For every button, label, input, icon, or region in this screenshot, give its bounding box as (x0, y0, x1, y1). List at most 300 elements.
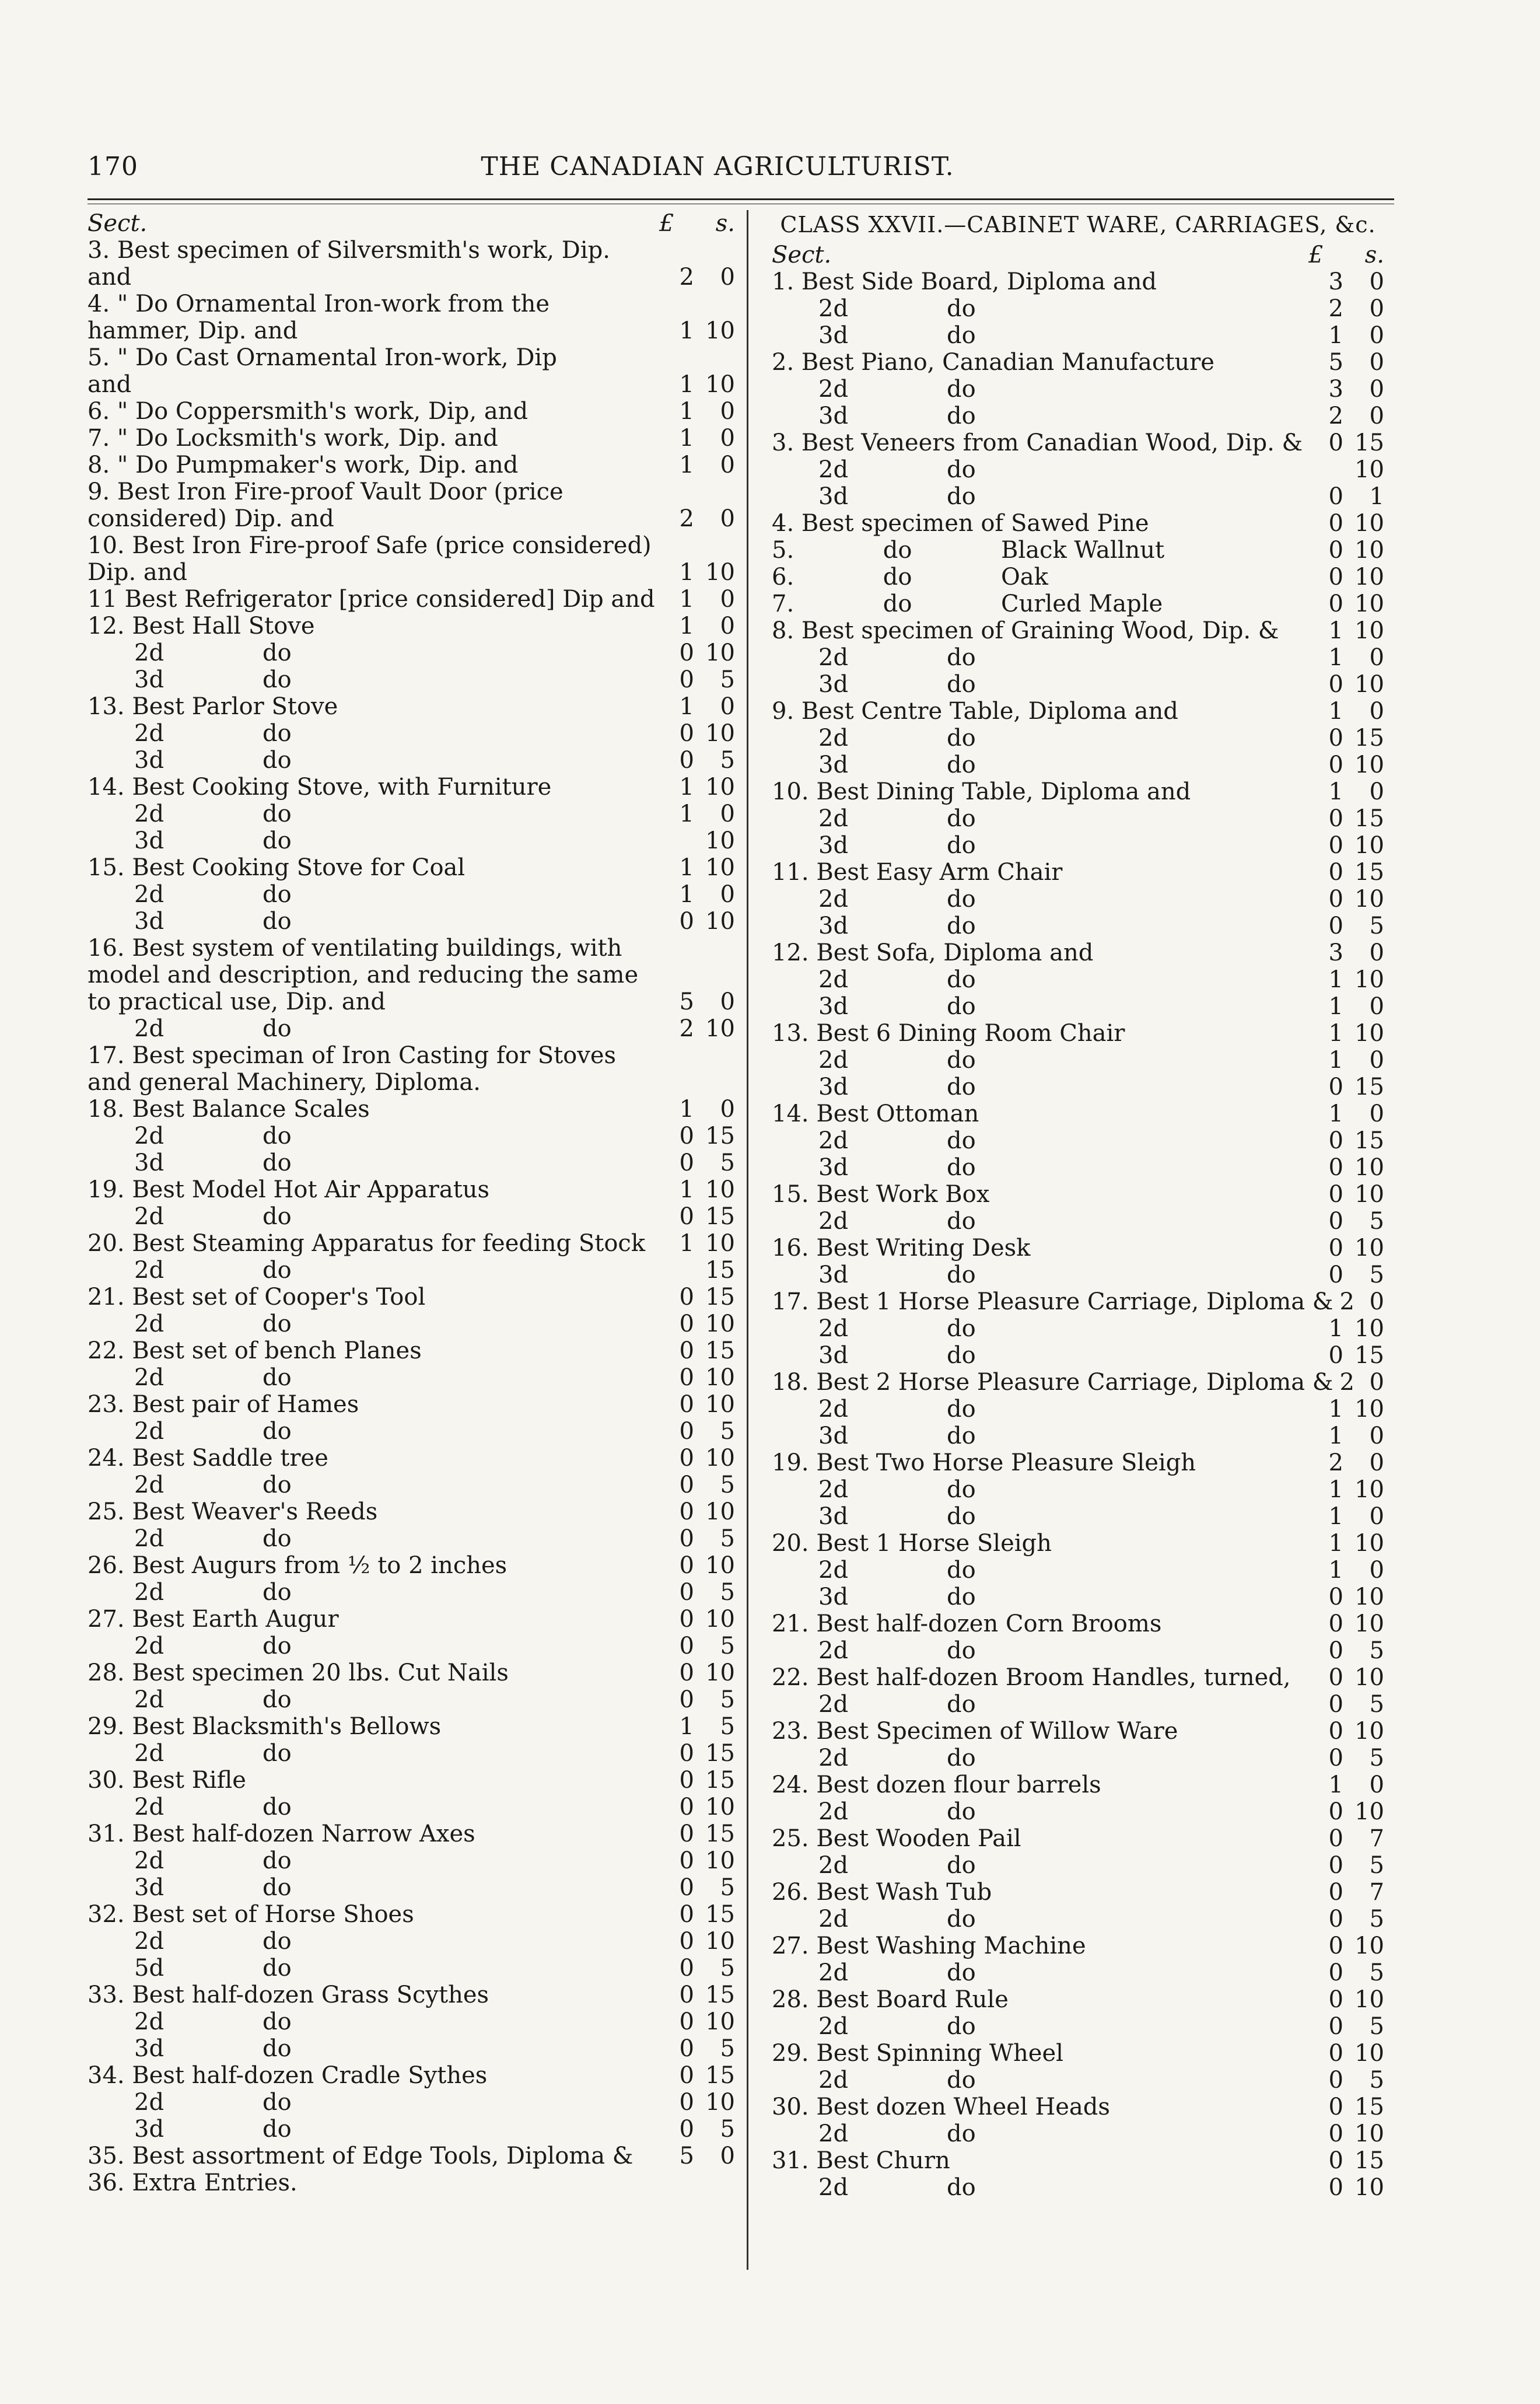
left-column-head (88, 210, 735, 237)
prize-row (88, 1391, 735, 1418)
prize-subrow (772, 1423, 1384, 1449)
amount-pounds: 0 (1328, 2147, 1343, 2174)
prize-place (88, 747, 665, 774)
amount-shillings: 0 (1369, 1449, 1384, 1476)
amount-shillings: 10 (1354, 590, 1384, 617)
ditto-label: do (947, 1503, 976, 1530)
amount-pounds: 0 (679, 1606, 694, 1633)
place-label: 2d (134, 1418, 164, 1445)
prize-description: 8. " Do Pumpmaker's work, Dip. and (88, 452, 519, 478)
amount-shillings: 5 (1369, 1959, 1384, 1986)
prize-subrow (772, 1315, 1384, 1342)
ditto-label: do (947, 1047, 976, 1074)
prize-place (772, 913, 1314, 939)
prize-subrow (772, 2120, 1384, 2147)
prize-subrow (772, 483, 1384, 510)
prize-row (88, 1606, 735, 1633)
amount-pounds: 1 (679, 1230, 694, 1257)
shillings-head: s. (1364, 242, 1384, 268)
amount-shillings: 10 (1354, 456, 1384, 483)
amount-pounds: 1 (679, 854, 694, 881)
prize-row (88, 693, 735, 720)
prize-place (88, 1928, 665, 1955)
ditto-label: do (262, 1740, 292, 1767)
amount-pounds: 0 (1328, 859, 1343, 886)
amount-pounds: 0 (1328, 1879, 1343, 1906)
amount-shillings: 5 (720, 666, 735, 693)
amount-pounds: 2 (679, 505, 694, 532)
prize-subrow (772, 1127, 1384, 1154)
amount-head (1308, 242, 1384, 268)
amount-pounds: 0 (1328, 1906, 1343, 1933)
amount-shillings: 0 (720, 586, 735, 613)
place-label: 2d (134, 1740, 164, 1767)
amount-shillings: 10 (1354, 1315, 1384, 1342)
prize-row (772, 1100, 1384, 1127)
amount-shillings: 0 (720, 425, 735, 452)
amount-shillings: 0 (720, 2143, 735, 2169)
place-label: 3d (818, 993, 849, 1020)
amount-shillings: 10 (1354, 1020, 1384, 1047)
amount-shillings: 10 (1354, 1476, 1384, 1503)
prize-place (88, 720, 665, 747)
ditto-label: do (262, 1794, 292, 1821)
place-label: 2d (134, 1928, 164, 1955)
ditto-label: do (947, 2067, 976, 2094)
ditto-label: do (262, 2116, 292, 2143)
place-label: 2d (818, 2067, 849, 2094)
prize-description: model and description, and reducing the same (88, 962, 639, 988)
amount-pounds: 0 (1328, 2120, 1343, 2147)
amount-pounds: 0 (1328, 1745, 1343, 1771)
amount-pounds: 0 (1328, 1986, 1343, 2013)
ditto-label: do (947, 1852, 976, 1879)
place-label: 2d (818, 2120, 849, 2147)
prize-place (772, 2120, 1314, 2147)
amount-shillings: 10 (705, 2089, 735, 2116)
place-label: 2d (818, 1208, 849, 1235)
prize-place (88, 2089, 665, 2116)
prize-row (88, 2062, 735, 2089)
amount-pounds: 1 (1328, 1020, 1343, 1047)
amount-pounds: 1 (1328, 617, 1343, 644)
prize-place (88, 640, 665, 666)
ditto-label: do (262, 747, 292, 774)
amount-shillings: 5 (1369, 1262, 1384, 1288)
amount-pounds: 0 (1328, 564, 1343, 590)
prize-row (88, 291, 735, 317)
amount-shillings: 0 (720, 881, 735, 908)
amount-shillings: 15 (705, 1821, 735, 1847)
prize-description: 14. Best Cooking Stove, with Furniture (88, 774, 552, 801)
amount-pounds: 0 (1328, 590, 1343, 617)
amount-shillings: 0 (1369, 1557, 1384, 1584)
prize-subrow (772, 832, 1384, 859)
prize-place (772, 1342, 1314, 1369)
prize-description: 28. Best specimen 20 lbs. Cut Nails (88, 1659, 509, 1686)
amount-shillings: 15 (705, 1203, 735, 1230)
amount-shillings: 5 (1369, 1208, 1384, 1235)
prize-row (88, 1982, 735, 2008)
amount-shillings: 15 (705, 1337, 735, 1364)
place-label: 3d (818, 832, 849, 859)
amount-shillings: 10 (1354, 617, 1384, 644)
ditto-label: do (262, 1123, 292, 1149)
prize-place (772, 993, 1314, 1020)
amount-shillings: 10 (1354, 1933, 1384, 1959)
prize-subrow (772, 2067, 1384, 2094)
prize-row (88, 935, 735, 962)
amount-pounds: 0 (1328, 1342, 1343, 1369)
prize-subrow (772, 671, 1384, 698)
prize-description: 25. Best Wooden Pail (772, 1825, 1021, 1852)
amount-shillings: 0 (720, 801, 735, 827)
amount-shillings: 10 (705, 1015, 735, 1042)
prize-description: 11. Best Easy Arm Chair (772, 859, 1063, 886)
prize-description: 29. Best Blacksmith's Bellows (88, 1713, 442, 1740)
prize-row (772, 268, 1384, 295)
place-label: 2d (818, 1557, 849, 1584)
ditto-label: do (262, 1874, 292, 1901)
amount-pounds: 0 (679, 1498, 694, 1525)
amount-pounds: 0 (1328, 886, 1343, 913)
place-label: 2d (134, 1794, 164, 1821)
amount-pounds: 1 (679, 1713, 694, 1740)
prize-row (772, 859, 1384, 886)
amount-pounds: 0 (679, 1579, 694, 1606)
amount-shillings: 15 (705, 1284, 735, 1311)
prize-place (772, 671, 1314, 698)
amount-shillings: 15 (1354, 2094, 1384, 2120)
amount-shillings: 0 (1369, 322, 1384, 349)
amount-shillings: 15 (1354, 859, 1384, 886)
prize-subrow (88, 1955, 735, 1982)
ditto-label: do (947, 832, 976, 859)
amount-shillings: 0 (1369, 1369, 1384, 1396)
prize-description: 22. Best set of bench Planes (88, 1337, 422, 1364)
amount-shillings: 10 (705, 1928, 735, 1955)
place-label: 2d (818, 1396, 849, 1423)
amount-pounds: 0 (679, 1391, 694, 1418)
place-label: 2d (818, 1476, 849, 1503)
place-label: 2d (818, 644, 849, 671)
amount-pounds: 2 (1328, 295, 1343, 322)
amount-shillings: 0 (720, 1096, 735, 1123)
prize-description: and (88, 264, 132, 291)
prize-row (772, 1449, 1384, 1476)
ditto-label: do (947, 2174, 976, 2201)
prize-subrow (88, 2035, 735, 2062)
journal-title: THE CANADIAN AGRICULTURIST. (481, 152, 954, 181)
amount-shillings: 5 (720, 1525, 735, 1552)
amount-pounds: 1 (1328, 1557, 1343, 1584)
ditto-label: do (262, 2035, 292, 2062)
prize-row (88, 317, 735, 344)
place-label: 2d (134, 881, 164, 908)
place-label: 3d (818, 752, 849, 778)
amount-pounds: 1 (679, 586, 694, 613)
prize-subrow (772, 1691, 1384, 1718)
prize-description: 30. Best Rifle (88, 1767, 246, 1794)
place-label: 3d (818, 1503, 849, 1530)
ditto-label: do (262, 1015, 292, 1042)
prize-place (772, 1315, 1314, 1342)
place-label: 3d (134, 908, 164, 935)
amount-pounds: 2 (1328, 1449, 1343, 1476)
prize-row (88, 344, 735, 371)
prize-place (88, 2116, 665, 2143)
prize-place (88, 1525, 665, 1552)
amount-pounds: 0 (1328, 752, 1343, 778)
amount-pounds: 0 (1328, 1798, 1343, 1825)
prize-row (772, 1879, 1384, 1906)
ditto-label: do (262, 1311, 292, 1337)
prize-subrow (772, 752, 1384, 778)
amount-pounds: 2 (1328, 403, 1343, 429)
amount-shillings: 0 (1369, 376, 1384, 403)
ditto-label: do (947, 1691, 976, 1718)
ditto-label: do (947, 1262, 976, 1288)
prize-subrow (88, 720, 735, 747)
amount-shillings: 7 (1369, 1825, 1384, 1852)
amount-shillings: 10 (1354, 564, 1384, 590)
prize-description: 4. " Do Ornamental Iron-work from the (88, 291, 550, 317)
amount-pounds: 5 (679, 988, 694, 1015)
amount-shillings: 0 (720, 693, 735, 720)
amount-shillings: 15 (705, 1257, 735, 1284)
prize-description: 23. Best Specimen of Willow Ware (772, 1718, 1178, 1745)
columns (88, 210, 1394, 2270)
prize-description: 34. Best half-dozen Cradle Sythes (88, 2062, 488, 2089)
ditto-label: do (947, 1745, 976, 1771)
prize-place (772, 1074, 1314, 1100)
prize-subrow (88, 747, 735, 774)
prize-row (88, 371, 735, 398)
prize-row (772, 2094, 1384, 2120)
amount-shillings: 15 (1354, 725, 1384, 752)
amount-shillings: 10 (705, 774, 735, 801)
prize-subrow (772, 805, 1384, 832)
ditto-label: do (947, 2013, 976, 2040)
prize-description: 13. Best 6 Dining Room Chair (772, 1020, 1125, 1047)
amount-pounds: 1 (679, 317, 694, 344)
amount-pounds: 0 (1328, 1235, 1343, 1262)
place-label: 3d (818, 1423, 849, 1449)
prize-place (772, 295, 1314, 322)
amount-shillings: 0 (720, 988, 735, 1015)
amount-shillings: 10 (705, 854, 735, 881)
place-label: 3d (134, 827, 164, 854)
place-label: 2d (818, 1047, 849, 1074)
prize-row (772, 2147, 1384, 2174)
ditto-label: do (262, 1203, 292, 1230)
amount-pounds: 1 (1328, 1315, 1343, 1342)
ditto-label: do (947, 1396, 976, 1423)
ditto-label: do (262, 1847, 292, 1874)
amount-shillings: 0 (1369, 1288, 1384, 1315)
prize-place (772, 2067, 1314, 2094)
amount-shillings: 10 (705, 1311, 735, 1337)
prize-subrow (772, 1396, 1384, 1423)
prize-subrow (88, 881, 735, 908)
prize-row (772, 1288, 1384, 1315)
place-label: 2d (134, 1686, 164, 1713)
amount-shillings: 0 (1369, 403, 1384, 429)
amount-pounds: 0 (1328, 429, 1343, 456)
ditto-label: do (947, 1637, 976, 1664)
ditto-label: do (947, 993, 976, 1020)
ditto-label: do (947, 752, 976, 778)
prize-place (772, 725, 1314, 752)
prize-description: 19. Best Two Horse Pleasure Sleigh (772, 1449, 1196, 1476)
prize-place (88, 1955, 665, 1982)
place-label: 3d (818, 403, 849, 429)
prize-description: 14. Best Ottoman (772, 1100, 979, 1127)
amount-pounds: 0 (679, 1418, 694, 1445)
prize-place (88, 908, 665, 935)
prize-description: 9. Best Centre Table, Diploma and (772, 698, 1178, 725)
prize-subrow (772, 322, 1384, 349)
amount-shillings: 5 (720, 1874, 735, 1901)
amount-pounds: 0 (679, 1123, 694, 1149)
amount-pounds: 0 (679, 1284, 694, 1311)
amount-shillings: 10 (1354, 1396, 1384, 1423)
amount-pounds: 0 (1328, 2174, 1343, 2201)
prize-subrow (772, 644, 1384, 671)
prize-place (88, 827, 665, 854)
amount-pounds: 1 (679, 774, 694, 801)
amount-pounds: 0 (679, 1901, 694, 1928)
place-label: 2d (818, 456, 849, 483)
amount-pounds: 2 (679, 264, 694, 291)
prize-description: Dip. and (88, 559, 188, 586)
prize-row (88, 774, 735, 801)
prize-description: 29. Best Spinning Wheel (772, 2040, 1063, 2067)
prize-place (772, 1262, 1314, 1288)
amount-pounds: 0 (1328, 1154, 1343, 1181)
prize-place (772, 752, 1314, 778)
amount-shillings: 0 (1369, 1771, 1384, 1798)
prize-subrow (772, 2013, 1384, 2040)
amount-shillings: 15 (705, 1740, 735, 1767)
amount-shillings: 5 (1369, 1852, 1384, 1879)
prize-subrow (772, 966, 1384, 993)
prize-description: 6. " Do Coppersmith's work, Dip, and (88, 398, 528, 425)
amount-shillings: 5 (1369, 1691, 1384, 1718)
amount-shillings: 5 (1369, 2013, 1384, 2040)
prize-row (88, 1821, 735, 1847)
prize-subrow (772, 1503, 1384, 1530)
prize-description: 2. Best Piano, Canadian Manufacture (772, 349, 1214, 376)
prize-subrow (772, 1798, 1384, 1825)
place-label: 2d (134, 801, 164, 827)
prize-subrow (88, 1364, 735, 1391)
amount-shillings: 10 (705, 2008, 735, 2035)
right-column-head (772, 242, 1384, 268)
amount-shillings: 0 (1369, 349, 1384, 376)
amount-pounds: 0 (679, 2062, 694, 2089)
prize-place (772, 1476, 1314, 1503)
place-label: 2d (134, 1311, 164, 1337)
prize-place (772, 1691, 1314, 1718)
amount-shillings: 10 (705, 1552, 735, 1579)
amount-pounds: 0 (1328, 805, 1343, 832)
prize-row (772, 617, 1384, 644)
prize-subrow (772, 1047, 1384, 1074)
prize-subrow (772, 725, 1384, 752)
prize-place (88, 1472, 665, 1498)
prize-place (772, 1503, 1314, 1530)
prize-description: 24. Best dozen flour barrels (772, 1771, 1101, 1798)
right-prize-list (772, 268, 1384, 2201)
prize-subrow (88, 666, 735, 693)
ditto-label: do (262, 1418, 292, 1445)
amount-pounds: 0 (1328, 483, 1343, 510)
prize-place (88, 2008, 665, 2035)
amount-pounds: 0 (679, 1767, 694, 1794)
prize-row (88, 854, 735, 881)
place-label: 5d (134, 1955, 164, 1982)
prize-place (88, 1257, 665, 1284)
prize-subrow (88, 1579, 735, 1606)
amount-shillings: 10 (1354, 886, 1384, 913)
amount-shillings: 5 (1369, 913, 1384, 939)
amount-pounds: 0 (679, 2116, 694, 2143)
amount-pounds: 1 (679, 452, 694, 478)
amount-shillings: 5 (720, 1472, 735, 1498)
amount-shillings: 5 (720, 1418, 735, 1445)
prize-subrow (772, 1584, 1384, 1610)
place-label: 2d (818, 1691, 849, 1718)
amount-shillings: 10 (1354, 671, 1384, 698)
amount-shillings: 10 (1354, 537, 1384, 564)
prize-description: 18. Best Balance Scales (88, 1096, 370, 1123)
ditto-label: do (947, 1208, 976, 1235)
prize-description: 24. Best Saddle tree (88, 1445, 328, 1472)
prize-place (772, 1208, 1314, 1235)
ditto-label: do (947, 1074, 976, 1100)
amount-shillings: 5 (720, 1713, 735, 1740)
amount-shillings: 5 (720, 747, 735, 774)
amount-pounds: 0 (679, 720, 694, 747)
amount-pounds: 1 (679, 801, 694, 827)
amount-pounds: 0 (679, 1445, 694, 1472)
ditto-label: do (947, 1315, 976, 1342)
prize-row (772, 939, 1384, 966)
amount-pounds: 0 (679, 1847, 694, 1874)
place-label: 2d (134, 1123, 164, 1149)
prize-description: 32. Best set of Horse Shoes (88, 1901, 414, 1928)
amount-pounds: 1 (679, 881, 694, 908)
prize-row (772, 1181, 1384, 1208)
place-label: 2d (134, 1203, 164, 1230)
prize-row (772, 1718, 1384, 1745)
prize-description: 17. Best speciman of Iron Casting for Stoves (88, 1042, 617, 1069)
prize-subrow (772, 403, 1384, 429)
prize-row (88, 1767, 735, 1794)
prize-subrow (88, 1203, 735, 1230)
prize-description: 9. Best Iron Fire-proof Vault Door (price (88, 478, 564, 505)
prize-row (772, 1933, 1384, 1959)
prize-place (772, 1745, 1314, 1771)
amount-pounds: 2 (1339, 1288, 1354, 1315)
prize-description: and (88, 371, 132, 398)
prize-row (772, 564, 1384, 590)
prize-description: 31. Best Churn (772, 2147, 950, 2174)
ditto-label: do (947, 644, 976, 671)
prize-place (88, 1794, 665, 1821)
prize-place (772, 805, 1314, 832)
